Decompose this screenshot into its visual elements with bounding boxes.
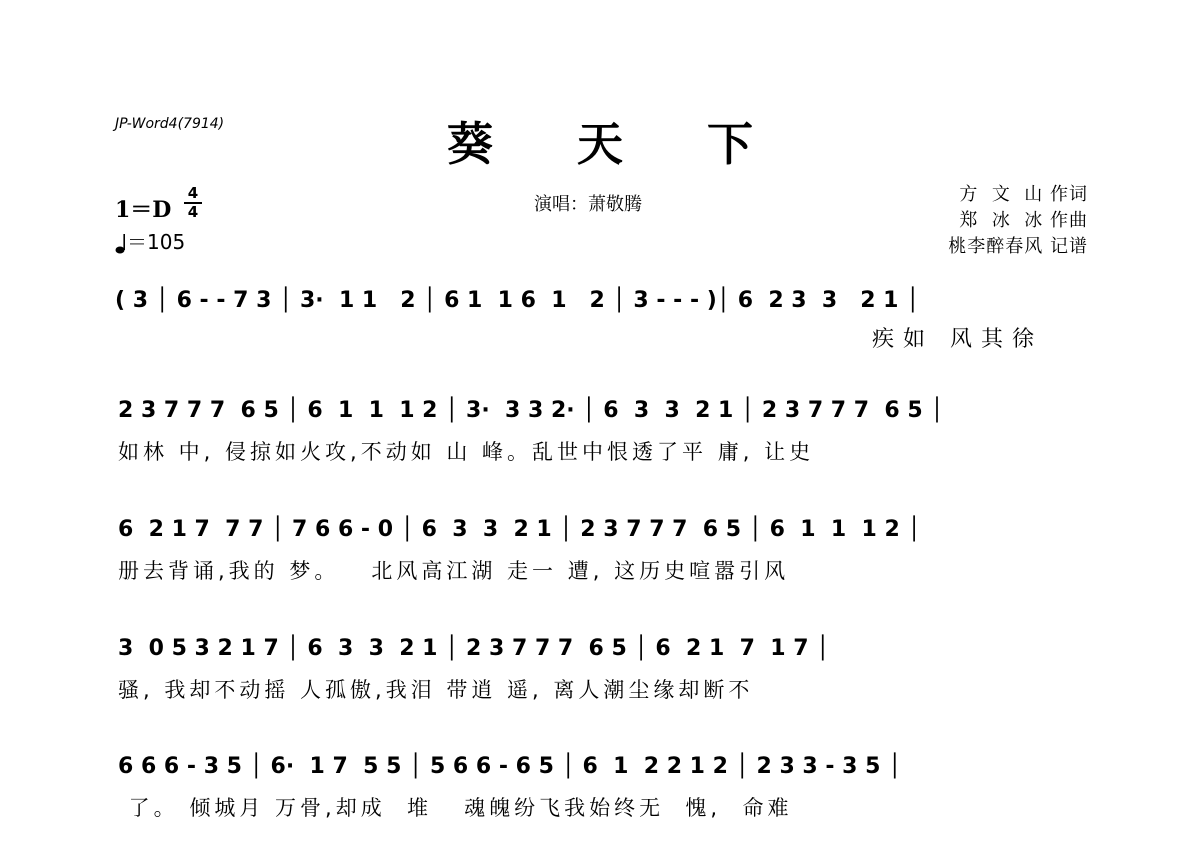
quarter-note-icon — [115, 233, 127, 255]
song-title: 葵 天 下 — [446, 117, 788, 171]
score-notes-2: 2 3 7 7 7 6 5 │ 6 1 1 1 2 │ 3· 3 3 2· │ 6 3 3 2 1 │ 2 3 7 7 7 6 5 │ — [118, 398, 944, 423]
score-notes-1: ( 3 │ 6 - - 7 3 │ 3· 1 1 2 │ 6 1 1 6 1 2 │ 3 - - - )│ 6 2 3 3 2 1 │ — [115, 288, 920, 313]
score-lyrics-4: 骚, 我却不动摇 人孤傲,我泪 带逍 遥, 离人潮尘缘却断不 — [118, 678, 754, 702]
composer-credit: 郑 冰 冰 作曲 — [959, 210, 1088, 231]
transcriber-credit: 桃李醉春风 记谱 — [948, 236, 1088, 257]
score-source-label: JP-Word4(7914) — [115, 116, 225, 132]
key-signature: 1＝D — [115, 197, 172, 223]
singer-credit: 演唱：萧敬腾 — [534, 194, 642, 215]
score-lyrics-2: 如林 中, 侵掠如火攻,不动如 山 峰。乱世中恨透了平 庸, 让史 — [118, 440, 815, 464]
tempo-value: ＝105 — [127, 230, 186, 254]
time-signature-top: 4 — [187, 184, 199, 202]
tempo-marking — [115, 226, 185, 255]
lyricist-credit: 方 文 山 作词 — [959, 184, 1088, 205]
score-notes-3: 6 2 1 7 7 7 │ 7 6 6 - 0 │ 6 3 3 2 1 │ 2 3 7 7 7 6 5 │ 6 1 1 1 2 │ — [118, 517, 921, 542]
score-lyrics-1: 疾如 风其徐 — [872, 327, 1043, 352]
time-signature-bottom: 4 — [187, 203, 199, 221]
score-notes-5: 6 6 6 - 3 5 │ 6· 1 7 5 5 │ 5 6 6 - 6 5 │ 6 1 2 2 1 2 │ 2 3 3 - 3 5 │ — [118, 754, 902, 779]
score-lyrics-3: 册去背诵,我的 梦。 北风高江湖 走一 遭, 这历史喧嚣引风 — [118, 559, 790, 583]
score-lyrics-5: 了。 倾城月 万骨,却成 堆 魂魄纷飞我始终无 愧, 命难 — [118, 796, 793, 820]
score-notes-4: 3 0 5 3 2 1 7 │ 6 3 3 2 1 │ 2 3 7 7 7 6 5 │ 6 2 1 7 1 7 │ — [118, 636, 830, 661]
time-signature — [182, 186, 204, 220]
